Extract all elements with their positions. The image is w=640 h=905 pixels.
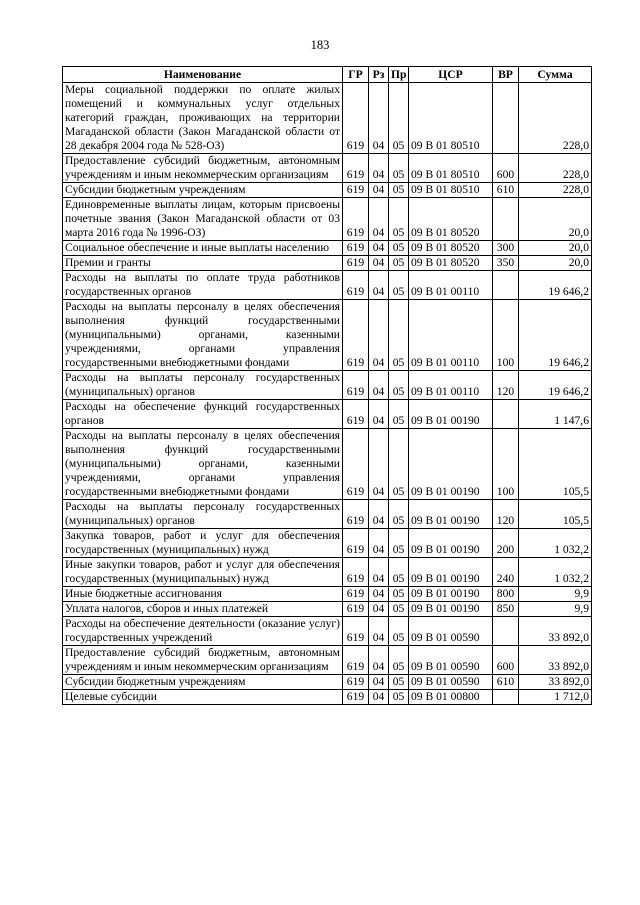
row-csr: 09 В 01 80520 bbox=[409, 256, 493, 271]
row-vr: 120 bbox=[493, 371, 519, 400]
budget-table bbox=[62, 66, 592, 705]
table-row bbox=[63, 256, 592, 271]
row-vr: 600 bbox=[493, 154, 519, 183]
row-pr: 05 bbox=[389, 154, 409, 183]
header-pr: Пр bbox=[389, 67, 409, 83]
table-row bbox=[63, 154, 592, 183]
row-pr: 05 bbox=[389, 558, 409, 587]
row-gr: 619 bbox=[343, 617, 369, 646]
row-sum: 33 892,0 bbox=[519, 617, 592, 646]
table-row bbox=[63, 500, 592, 529]
row-csr: 09 В 01 00110 bbox=[409, 300, 493, 371]
row-vr: 610 bbox=[493, 183, 519, 198]
row-name: Субсидии бюджетным учреждениям bbox=[63, 183, 343, 198]
row-pr: 05 bbox=[389, 271, 409, 300]
row-gr: 619 bbox=[343, 371, 369, 400]
row-rz: 04 bbox=[369, 675, 389, 690]
row-vr bbox=[493, 617, 519, 646]
row-rz: 04 bbox=[369, 198, 389, 241]
page-number: 183 bbox=[310, 38, 330, 52]
row-gr: 619 bbox=[343, 154, 369, 183]
table-row bbox=[63, 587, 592, 602]
row-pr: 05 bbox=[389, 646, 409, 675]
row-csr: 09 В 01 80510 bbox=[409, 183, 493, 198]
row-rz: 04 bbox=[369, 371, 389, 400]
row-gr: 619 bbox=[343, 558, 369, 587]
row-vr: 300 bbox=[493, 241, 519, 256]
row-csr: 09 В 01 00190 bbox=[409, 558, 493, 587]
row-csr: 09 В 01 00590 bbox=[409, 617, 493, 646]
row-pr: 05 bbox=[389, 183, 409, 198]
row-gr: 619 bbox=[343, 198, 369, 241]
row-sum: 20,0 bbox=[519, 198, 592, 241]
row-sum: 9,9 bbox=[519, 602, 592, 617]
row-sum: 20,0 bbox=[519, 241, 592, 256]
row-vr: 240 bbox=[493, 558, 519, 587]
row-pr: 05 bbox=[389, 617, 409, 646]
row-pr: 05 bbox=[389, 429, 409, 500]
row-gr: 619 bbox=[343, 602, 369, 617]
row-sum: 20,0 bbox=[519, 256, 592, 271]
row-name: Расходы на выплаты персоналу в целях обеспечения выполнения функций государственными (муниципальными) органами, казенными учреждениями, органами управления государственными внебюджетными фондами bbox=[63, 429, 343, 500]
row-name: Расходы на обеспечение деятельности (оказание услуг) государственных учреждений bbox=[63, 617, 343, 646]
table-row bbox=[63, 183, 592, 198]
row-vr bbox=[493, 690, 519, 705]
row-gr: 619 bbox=[343, 529, 369, 558]
table-row bbox=[63, 690, 592, 705]
row-csr: 09 В 01 00190 bbox=[409, 429, 493, 500]
row-name: Расходы на выплаты персоналу государственных (муниципальных) органов bbox=[63, 500, 343, 529]
row-rz: 04 bbox=[369, 558, 389, 587]
table-row bbox=[63, 602, 592, 617]
row-sum: 33 892,0 bbox=[519, 675, 592, 690]
row-vr: 610 bbox=[493, 675, 519, 690]
row-name: Премии и гранты bbox=[63, 256, 343, 271]
row-pr: 05 bbox=[389, 602, 409, 617]
table-row bbox=[63, 300, 592, 371]
row-gr: 619 bbox=[343, 271, 369, 300]
row-vr: 120 bbox=[493, 500, 519, 529]
row-vr: 350 bbox=[493, 256, 519, 271]
row-gr: 619 bbox=[343, 500, 369, 529]
header-vr: ВР bbox=[493, 67, 519, 83]
row-vr: 100 bbox=[493, 429, 519, 500]
row-rz: 04 bbox=[369, 400, 389, 429]
row-sum: 19 646,2 bbox=[519, 371, 592, 400]
row-pr: 05 bbox=[389, 256, 409, 271]
row-vr: 850 bbox=[493, 602, 519, 617]
row-rz: 04 bbox=[369, 429, 389, 500]
table-row bbox=[63, 558, 592, 587]
row-rz: 04 bbox=[369, 617, 389, 646]
row-sum: 19 646,2 bbox=[519, 271, 592, 300]
row-vr bbox=[493, 198, 519, 241]
row-pr: 05 bbox=[389, 675, 409, 690]
row-name: Предоставление субсидий бюджетным, автономным учреждениям и иным некоммерческим организациям bbox=[63, 646, 343, 675]
row-vr: 200 bbox=[493, 529, 519, 558]
row-gr: 619 bbox=[343, 675, 369, 690]
row-gr: 619 bbox=[343, 241, 369, 256]
table-row bbox=[63, 675, 592, 690]
row-sum: 1 712,0 bbox=[519, 690, 592, 705]
row-vr bbox=[493, 83, 519, 154]
row-csr: 09 В 01 00590 bbox=[409, 675, 493, 690]
row-sum: 9,9 bbox=[519, 587, 592, 602]
row-gr: 619 bbox=[343, 256, 369, 271]
row-pr: 05 bbox=[389, 500, 409, 529]
row-pr: 05 bbox=[389, 690, 409, 705]
row-name: Иные закупки товаров, работ и услуг для обеспечения государственных (муниципальных) нужд bbox=[63, 558, 343, 587]
row-name: Расходы на выплаты персоналу государственных (муниципальных) органов bbox=[63, 371, 343, 400]
row-pr: 05 bbox=[389, 198, 409, 241]
row-rz: 04 bbox=[369, 256, 389, 271]
table-row bbox=[63, 371, 592, 400]
row-csr: 09 В 01 00590 bbox=[409, 646, 493, 675]
row-gr: 619 bbox=[343, 400, 369, 429]
row-csr: 09 В 01 00190 bbox=[409, 400, 493, 429]
row-name: Уплата налогов, сборов и иных платежей bbox=[63, 602, 343, 617]
row-csr: 09 В 01 00190 bbox=[409, 529, 493, 558]
row-rz: 04 bbox=[369, 646, 389, 675]
row-sum: 1 147,6 bbox=[519, 400, 592, 429]
row-vr: 100 bbox=[493, 300, 519, 371]
row-csr: 09 В 01 80520 bbox=[409, 198, 493, 241]
table-row bbox=[63, 198, 592, 241]
row-gr: 619 bbox=[343, 587, 369, 602]
row-rz: 04 bbox=[369, 83, 389, 154]
row-sum: 228,0 bbox=[519, 154, 592, 183]
table-row bbox=[63, 241, 592, 256]
row-vr: 800 bbox=[493, 587, 519, 602]
row-name: Единовременные выплаты лицам, которым присвоены почетные звания (Закон Магаданской области от 03 марта 2016 года № 1996-ОЗ) bbox=[63, 198, 343, 241]
row-pr: 05 bbox=[389, 371, 409, 400]
row-sum: 33 892,0 bbox=[519, 646, 592, 675]
table-row bbox=[63, 429, 592, 500]
row-name: Иные бюджетные ассигнования bbox=[63, 587, 343, 602]
row-name: Меры социальной поддержки по оплате жилых помещений и коммунальных услуг отдельных категорий граждан, проживающих на территории Магаданской области (Закон Магаданской области от 28 декабря 2004 года № 528-ОЗ) bbox=[63, 83, 343, 154]
row-csr: 09 В 01 00190 bbox=[409, 500, 493, 529]
header-rz: Рз bbox=[369, 67, 389, 83]
row-sum: 1 032,2 bbox=[519, 529, 592, 558]
row-rz: 04 bbox=[369, 183, 389, 198]
row-csr: 09 В 01 80510 bbox=[409, 83, 493, 154]
table-row bbox=[63, 400, 592, 429]
table-row bbox=[63, 83, 592, 154]
row-rz: 04 bbox=[369, 154, 389, 183]
row-vr: 600 bbox=[493, 646, 519, 675]
row-name: Расходы на выплаты по оплате труда работников государственных органов bbox=[63, 271, 343, 300]
row-rz: 04 bbox=[369, 271, 389, 300]
row-sum: 105,5 bbox=[519, 500, 592, 529]
row-name: Целевые субсидии bbox=[63, 690, 343, 705]
row-name: Закупка товаров, работ и услуг для обеспечения государственных (муниципальных) нужд bbox=[63, 529, 343, 558]
table-header-row bbox=[63, 67, 592, 83]
row-rz: 04 bbox=[369, 587, 389, 602]
row-rz: 04 bbox=[369, 500, 389, 529]
row-gr: 619 bbox=[343, 83, 369, 154]
row-csr: 09 В 01 00190 bbox=[409, 602, 493, 617]
table-row bbox=[63, 271, 592, 300]
row-csr: 09 В 01 00110 bbox=[409, 271, 493, 300]
row-name: Предоставление субсидий бюджетным, автономным учреждениям и иным некоммерческим организациям bbox=[63, 154, 343, 183]
row-pr: 05 bbox=[389, 83, 409, 154]
table-row bbox=[63, 617, 592, 646]
row-pr: 05 bbox=[389, 300, 409, 371]
row-rz: 04 bbox=[369, 300, 389, 371]
row-vr bbox=[493, 271, 519, 300]
row-sum: 228,0 bbox=[519, 183, 592, 198]
header-csr: ЦСР bbox=[409, 67, 493, 83]
row-pr: 05 bbox=[389, 529, 409, 558]
row-gr: 619 bbox=[343, 690, 369, 705]
row-csr: 09 В 01 00190 bbox=[409, 587, 493, 602]
header-sum: Сумма bbox=[519, 67, 592, 83]
row-rz: 04 bbox=[369, 690, 389, 705]
table-row bbox=[63, 529, 592, 558]
row-sum: 1 032,2 bbox=[519, 558, 592, 587]
row-gr: 619 bbox=[343, 646, 369, 675]
row-gr: 619 bbox=[343, 300, 369, 371]
row-rz: 04 bbox=[369, 241, 389, 256]
row-csr: 09 В 01 80520 bbox=[409, 241, 493, 256]
row-rz: 04 bbox=[369, 602, 389, 617]
row-sum: 228,0 bbox=[519, 83, 592, 154]
row-sum: 19 646,2 bbox=[519, 300, 592, 371]
row-csr: 09 В 01 00800 bbox=[409, 690, 493, 705]
row-csr: 09 В 01 00110 bbox=[409, 371, 493, 400]
header-name: Наименование bbox=[63, 67, 343, 83]
row-vr bbox=[493, 400, 519, 429]
row-sum: 105,5 bbox=[519, 429, 592, 500]
row-name: Социальное обеспечение и иные выплаты населению bbox=[63, 241, 343, 256]
row-pr: 05 bbox=[389, 241, 409, 256]
row-pr: 05 bbox=[389, 400, 409, 429]
row-csr: 09 В 01 80510 bbox=[409, 154, 493, 183]
row-gr: 619 bbox=[343, 183, 369, 198]
row-gr: 619 bbox=[343, 429, 369, 500]
row-rz: 04 bbox=[369, 529, 389, 558]
row-name: Расходы на обеспечение функций государственных органов bbox=[63, 400, 343, 429]
table-row bbox=[63, 646, 592, 675]
header-gr: ГР bbox=[343, 67, 369, 83]
row-name: Субсидии бюджетным учреждениям bbox=[63, 675, 343, 690]
row-name: Расходы на выплаты персоналу в целях обеспечения выполнения функций государственными (муниципальными) органами, казенными учреждениями, органами управления государственными внебюджетными фондами bbox=[63, 300, 343, 371]
row-pr: 05 bbox=[389, 587, 409, 602]
